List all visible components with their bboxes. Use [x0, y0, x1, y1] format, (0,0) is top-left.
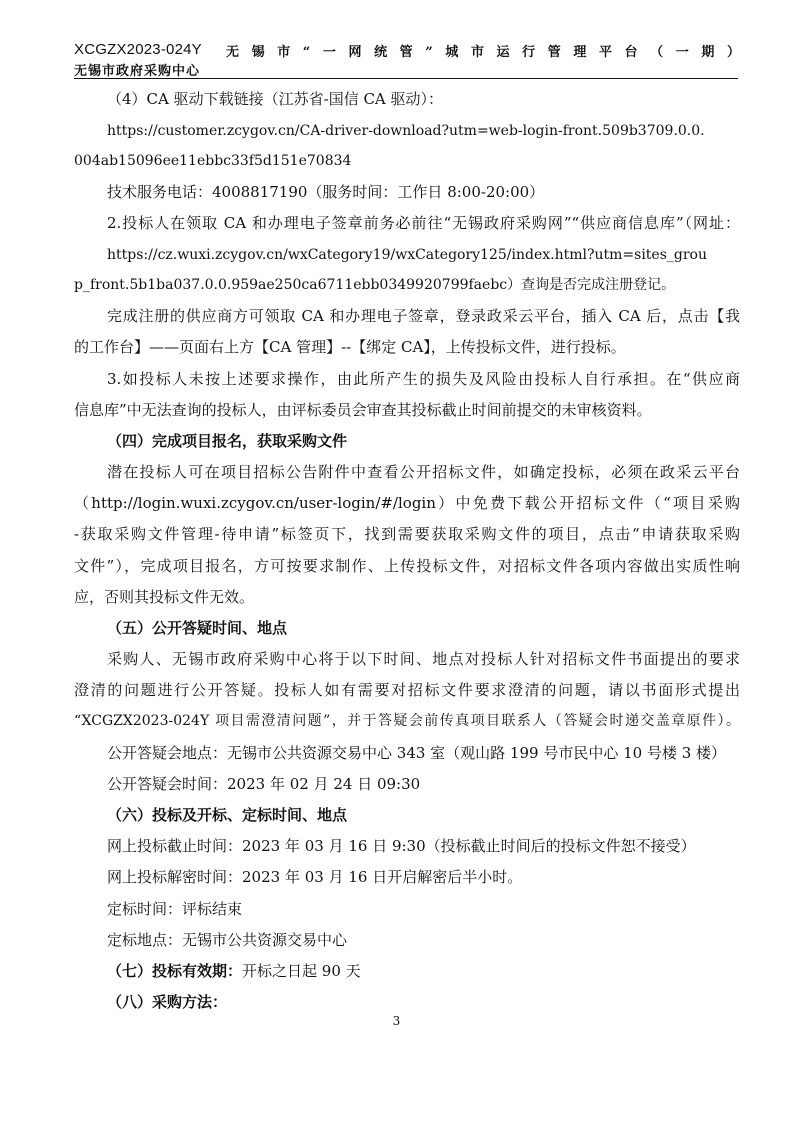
text-line: （http://login.wuxi.zcygov.cn/user-login/#/login）中免费下载公开招标文件（“项目采购 [74, 494, 740, 512]
header-rule [74, 78, 738, 79]
page-number: 3 [392, 1014, 401, 1028]
text-line: 网上投标截止时间：2023 年 03 月 16 日 9:30（投标截止时间后的投标文件恕不接受） [107, 837, 696, 855]
section-heading [107, 961, 361, 981]
text-line: 信息库”中无法查询的投标人，由评标委员会审查其投标截止时间前提交的未审核资料。 [74, 401, 652, 419]
section-heading-value: 开标之日起 90 天 [242, 962, 361, 980]
text-line: -获取采购文件管理-待申请”标签页下，找到需要获取采购文件的项目，点击“申请获取采购 [74, 525, 740, 543]
text-line: 定标地点：无锡市公共资源交易中心 [107, 931, 348, 949]
text-line: 采购人、无锡市政府采购中心将于以下时间、地点对投标人针对招标文件书面提出的要求 [107, 650, 740, 668]
section-heading: （五）公开答疑时间、地点 [107, 619, 288, 637]
text-line: https://cz.wuxi.zcygov.cn/wxCategory19/wxCategory125/index.html?utm=sites_grou [107, 247, 707, 263]
text-line: 004ab15096ee11ebbc33f5d151e70834 [74, 153, 352, 169]
section-heading: （四）完成项目报名，获取采购文件 [107, 432, 348, 450]
header-title: 无锡市“一网统管”城市运行管理平台（一期） [226, 45, 753, 60]
text-line: 的工作台】——页面右上方【CA 管理】--【绑定 CA】，上传投标文件，进行投标。 [74, 338, 626, 356]
section-heading: （八）采购方法： [107, 993, 228, 1011]
text-line: “XCGZX2023-024Y 项目需澄清问题”，并于答疑会前传真项目联系人（答疑会时递交盖章原件）。 [74, 713, 740, 729]
text-line: 澄清的问题进行公开答疑。投标人如有需要对招标文件要求澄清的问题，请以书面形式提出 [74, 681, 740, 699]
text-line: 潜在投标人可在项目招标公告附件中查看公开招标文件，如确定投标，必须在政采云平台 [107, 463, 740, 481]
text-line: 文件”），完成项目报名，方可按要求制作、上传投标文件，对招标文件各项内容做出实质性响 [74, 557, 740, 575]
text-line: 应，否则其投标文件无效。 [74, 588, 255, 606]
text-line: 定标时间：评标结束 [107, 900, 243, 918]
section-heading: （六）投标及开标、定标时间、地点 [107, 806, 348, 824]
header-code: XCGZX2023-024Y [74, 41, 202, 58]
text-line: 完成注册的供应商方可领取 CA 和办理电子签章，登录政采云平台，插入 CA 后，点击【我 [107, 307, 740, 325]
text-line: 公开答疑会地点：无锡市公共资源交易中心 343 室（观山路 199 号市民中心 10 号楼 3 楼） [107, 744, 727, 762]
text-line: p_front.5b1ba037.0.0.959ae250ca6711ebb0349920799faebc）查询是否完成注册登记。 [74, 277, 676, 293]
text-line: 3.如投标人未按上述要求操作，由此所产生的损失及风险由投标人自行承担。在“供应商 [107, 370, 740, 388]
text-line: https://customer.zcygov.cn/CA-driver-download?utm=web-login-front.509b3709.0.0. [107, 123, 705, 139]
header-subtitle: 无锡市政府采购中心 [74, 64, 201, 79]
text-line: 网上投标解密时间：2023 年 03 月 16 日开启解密后半小时。 [107, 868, 523, 886]
section-heading-label: （七）投标有效期： [107, 962, 243, 980]
text-line: 2.投标人在领取 CA 和办理电子签章前务必前往“无锡政府采购网”“供应商信息库”（网址： [107, 214, 740, 232]
text-line: 公开答疑会时间：2023 年 02 月 24 日 09:30 [107, 775, 421, 793]
text-line: 技术服务电话：4008817190（服务时间：工作日 8:00-20:00） [107, 183, 545, 201]
text-line: （4）CA 驱动下载链接（江苏省-国信 CA 驱动）： [107, 90, 444, 108]
